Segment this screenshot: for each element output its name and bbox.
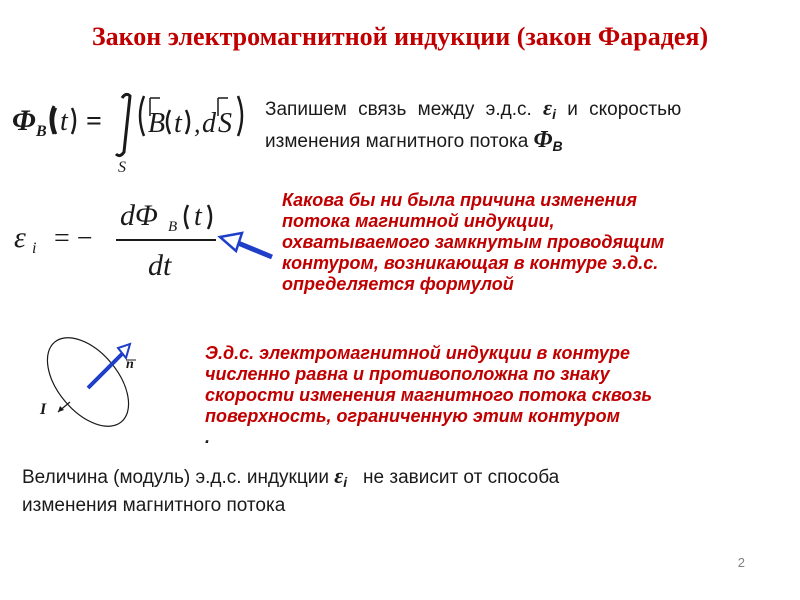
svg-text:i: i: [32, 240, 37, 257]
statement-line: Э.д.с. электромагнитной индукции в контуре: [205, 343, 630, 363]
numerator: dΦ: [120, 199, 158, 232]
slide-title: Закон электромагнитной индукции (закон Фарадея): [91, 22, 709, 51]
flux-formula: [10, 88, 260, 178]
svg-text:,: ,: [194, 109, 201, 138]
definition-line: потока магнитной индукции,: [282, 211, 555, 231]
page-number: 2: [737, 555, 745, 570]
statement-line: скорости изменения магнитного потока сквозь: [205, 385, 653, 405]
t-variable: t: [60, 106, 68, 137]
pointer-arrow: [220, 233, 272, 257]
definition-line: Какова бы ни была причина изменения: [282, 190, 637, 210]
definition-line: определяется формулой: [282, 274, 514, 294]
d-operator: d: [202, 108, 216, 139]
bottom-note: [22, 464, 792, 518]
equals-sign: =: [86, 106, 102, 137]
paren-right: [72, 108, 75, 134]
emf-formula: [10, 195, 280, 285]
intro-line-2: изменения магнитного потока $\Phi_B$: [265, 127, 563, 154]
integral-sign: [116, 94, 130, 155]
emf-statement-block: [205, 343, 785, 448]
denominator: dt: [148, 249, 172, 282]
current-label: I: [40, 401, 47, 418]
phi-subscript: B: [36, 123, 47, 140]
intro-line-1: Запишем связь между э.д.с. $\varepsilon_i$ и скоростью: [265, 95, 682, 122]
contour-diagram: [30, 330, 150, 440]
definition-line: охватываемого замкнутым проводящим: [282, 232, 665, 252]
definition-line: контуром, возникающая в контуре э.д.с.: [282, 253, 659, 273]
definition-block: [282, 190, 782, 295]
bottom-line-2: изменения магнитного потока: [22, 495, 286, 516]
integral-lower-limit: S: [118, 159, 126, 176]
epsilon-symbol: ε: [543, 95, 553, 120]
S-vector: S: [218, 108, 232, 139]
B-vector: B: [148, 108, 166, 139]
normal-label: n: [126, 357, 134, 372]
epsilon-symbol: ε: [334, 463, 344, 488]
svg-text:B: B: [168, 219, 178, 235]
statement-line: численно равна и противоположна по знаку: [205, 364, 610, 384]
svg-text:t: t: [174, 108, 182, 139]
statement-line: поверхность, ограниченную этим контуром .: [205, 406, 620, 447]
phi-symbol: Φ: [12, 104, 36, 137]
bottom-line-1: Величина (модуль) э.д.с. индукции $\varepsilon_i$ не зависит от способа: [22, 463, 560, 490]
intro-text: [265, 95, 785, 159]
svg-text:t: t: [194, 201, 202, 232]
phi-symbol-inline: Φ: [533, 127, 553, 153]
epsilon-symbol: ε: [14, 221, 26, 254]
equals-minus: = −: [54, 223, 93, 254]
